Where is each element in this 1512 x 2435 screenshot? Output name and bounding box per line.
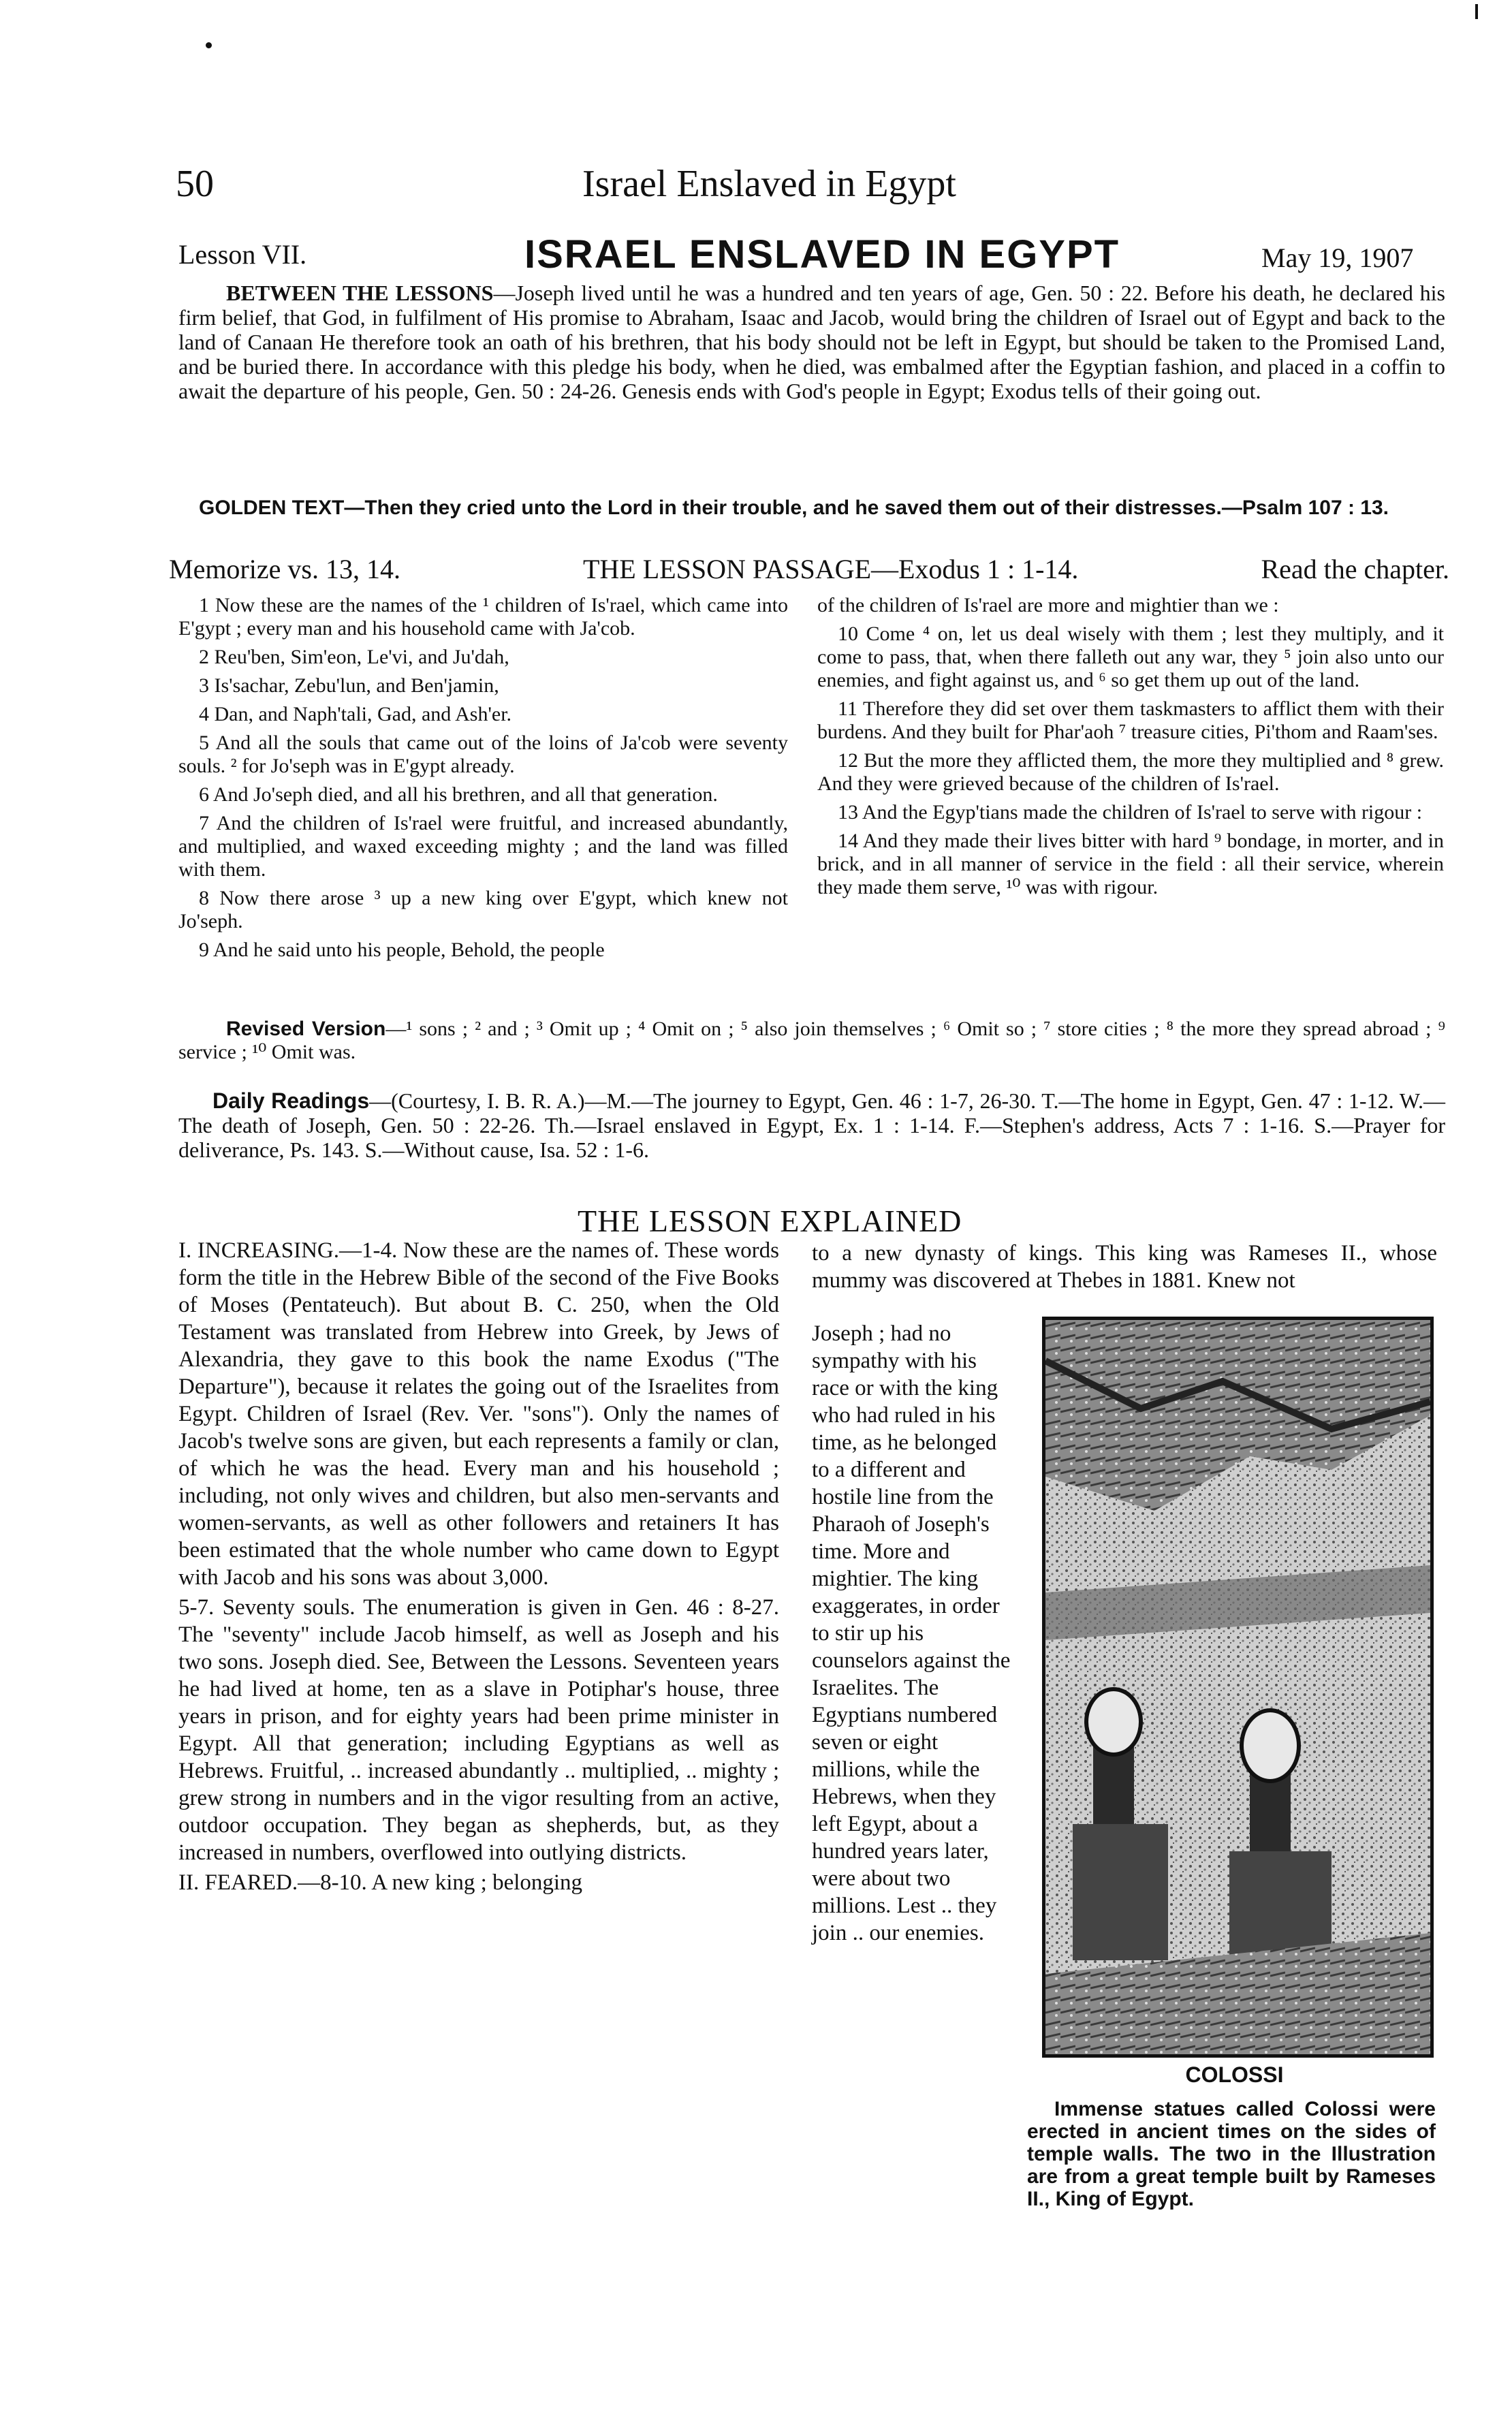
verse: 11 Therefore they did set over them taskmasters to afflict them with their burdens. And they built for Phar'aoh ⁷ treasure cities, Pi'thom and Raam'ses. (817, 697, 1444, 743)
verse: 4 Dan, and Naph'tali, Gad, and Ash'er. (199, 703, 512, 725)
commentary-paragraph: I. INCREASING.—1-4. Now these are the names of. These words form the title in the Hebrew Bible of the second of the Five Books of Moses (Pentateuch). But about B. C. 250, when the Old Testament was translated from Hebrew into Greek, by Jews of Alexandria, they gave to this book the name Exodus ("The Departure"), because it relates the going out of the Israelites from Egypt. Children of Israel (Rev. Ver. "sons"). Only the names of Jacob's twelve sons are given, but each represents a family or clan, of which he was the head. Every man and his household ; including, not only wives and children, but also men-servants and women-servants, as well as other followers and retainers It has been estimated that the whole number who came down to Egypt with Jacob and his sons was about 3,000. (178, 1238, 779, 1590)
lesson-date: May 19, 1907 (1261, 242, 1414, 273)
verses-right-column (817, 594, 1444, 899)
daily-label: Daily Readings (212, 1088, 370, 1113)
revised-text: —¹ sons ; ² and ; ³ Omit up ; ⁴ Omit on ; ⁵ also join themselves ; ⁶ Omit so ; ⁷ store cities ; ⁸ the more they spread abroad ; ⁹ service ; ¹⁰ Omit was. (178, 1018, 1445, 1063)
passage-title: THE LESSON PASSAGE—Exodus 1 : 1-14. (582, 554, 1079, 584)
lesson-title: ISRAEL ENSLAVED IN EGYPT (524, 232, 1120, 277)
daily-text: —(Courtesy, I. B. R. A.)—M.—The journey to Egypt, Gen. 46 : 1-7, 26-30. T.—The home in Egypt, Gen. 47 : 1-12. W.—The death of Joseph, Gen. 50 : 22-26. Th.—Israel enslaved in Egypt, Ex. 1 : 1-14. F.—Stephen's address, Acts 7 : 1-16. S.—Prayer for deliverance, Ps. 143. S.—Without cause, Isa. 52 : 1-6. (178, 1088, 1446, 1162)
daily-readings (178, 1088, 1445, 1162)
verse: 13 And the Egyp'tians made the children of Is'rael to serve with rigour : (838, 801, 1423, 823)
verse: 14 And they made their lives bitter with hard ⁹ bondage, in morter, and in brick, and in all manner of service in the field : all their service, wherein they made them serve, ¹⁰ was with rigour. (817, 830, 1444, 898)
revised-version (178, 1018, 1445, 1064)
between-the-lessons (178, 281, 1445, 403)
verse: 5 And all the souls that came out of the loins of Ja'cob were seventy souls. ² for Jo'seph was in E'gypt already. (178, 732, 788, 777)
verse: 9 And he said unto his people, Behold, the people (199, 939, 605, 961)
print-speck (206, 42, 212, 48)
verses-left-column (178, 594, 788, 962)
colossi-picture (1045, 1320, 1430, 2054)
verse: 2 Reu'ben, Sim'eon, Le'vi, and Ju'dah, (199, 646, 509, 668)
lesson-number: Lesson VII. (178, 239, 307, 270)
commentary-left-column (178, 1237, 779, 1896)
golden-text (178, 496, 1445, 520)
passage-header (169, 553, 1449, 585)
commentary-right-top: to a new dynasty of kings. This king was Rameses II., whose mummy was discovered at Thebes in 1881. Knew not (812, 1241, 1437, 1293)
verse: 12 But the more they afflicted them, the more they multiplied and ⁸ grew. And they were grieved because of the children of Is'rael. (817, 749, 1444, 795)
figure-title: COLOSSI (1185, 2062, 1284, 2087)
between-text: —Joseph lived until he was a hundred and ten years of age, Gen. 50 : 22. Before his death, he declared his firm belief, that God, in fulfilment of His promise to Abraham, Isaac and Jacob, would bring the children of Israel out of Egypt and back to the land of Canaan He therefore took an oath of his brethren, that his body should not be left in Egypt, but should be taken to the Promised Land, and be buried there. In accordance with this pledge his body, when he died, was embalmed after the Egyptian fashion, and placed in a coffin to await the departure of his people, Gen. 50 : 24-26. Genesis ends with God's people in Egypt; Exodus tells of their going out. (178, 281, 1445, 403)
verse: 1 Now these are the names of the ¹ children of Is'rael, which came into E'gypt ; every man and his household came with Ja'cob. (178, 594, 788, 640)
memorize-label: Memorize vs. 13, 14. (169, 554, 400, 584)
verse: 10 Come ⁴ on, let us deal wisely with them ; lest they multiply, and it come to pass, that, when there falleth out any war, they ⁵ join also unto our enemies, and fight against us, and ⁶ so get them up out of the land. (817, 623, 1444, 691)
between-label: BETWEEN THE LESSONS (226, 281, 494, 305)
commentary-middle-column: Joseph ; had no sympathy with his race or with the king who had ruled in his time, as he belonged to a different and hostile line from the Pharaoh of Joseph's time. More and mightier. The king exaggerates, in order to stir up his counselors against the Israelites. The Egyptians numbered seven or eight millions, while the Hebrews, when they left Egypt, about a hundred years later, were about two millions. Lest .. they join .. our enemies. (812, 1321, 1011, 1945)
colossi-illustration (1042, 1317, 1434, 2058)
commentary-paragraph: 5-7. Seventy souls. The enumeration is given in Gen. 46 : 8-27. The "seventy" include Jacob himself, as well as Joseph and his two sons. Joseph died. See, Between the Lessons. Seventeen years he had lived at home, ten as a slave in Potiphar's house, three years in prison, and for eighty years had been prime minister in Egypt. All that generation; including Egyptians as well as Hebrews. Fruitful, .. increased abundantly .. multiplied, .. mighty ; grew strong in numbers and in the vigor resulting from an active, outdoor occupation. They began as shepherds, but, as they increased in numbers, overflowed into outlying districts. (178, 1595, 779, 1865)
figure-caption: Immense statues called Colossi were erected in ancient times on the sides of temple walls. The two in the Illustration are from a great temple built by Rameses II., King of Egypt. (1027, 2098, 1436, 2210)
verse: of the children of Is'rael are more and mightier than we : (817, 594, 1279, 616)
explained-title: THE LESSON EXPLAINED (578, 1204, 962, 1238)
read-chapter: Read the chapter. (1261, 554, 1449, 584)
golden-body: —Then they cried unto the Lord in their trouble, and he saved them out of their distresses.—Psalm 107 : 13. (344, 497, 1389, 519)
running-title: Israel Enslaved in Egypt (582, 163, 956, 205)
page-number: 50 (176, 163, 214, 205)
verse: 7 And the children of Is'rael were fruitful, and increased abundantly, and multiplied, and waxed exceeding mighty ; and the land was filled with them. (178, 812, 788, 881)
verse: 6 And Jo'seph died, and all his brethren, and all that generation. (199, 783, 718, 806)
commentary-paragraph: II. FEARED.—8-10. A new king ; belonging (178, 1870, 583, 1895)
print-speck (1475, 4, 1478, 19)
golden-label: GOLDEN TEXT (199, 497, 345, 519)
revised-label: Revised Version (226, 1018, 386, 1040)
verse: 8 Now there arose ³ up a new king over E'gypt, which knew not Jo'seph. (178, 887, 788, 932)
verse: 3 Is'sachar, Zebu'lun, and Ben'jamin, (199, 674, 499, 697)
